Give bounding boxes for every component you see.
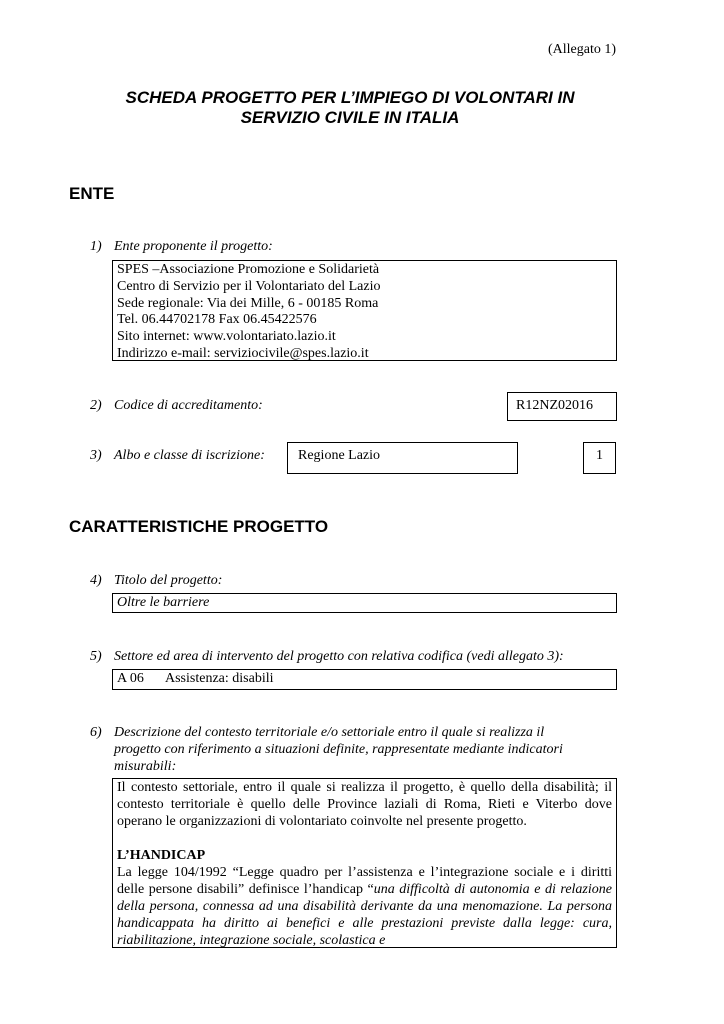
question-5-number: 5): [90, 649, 102, 664]
question-1-number: 1): [90, 239, 102, 254]
question-3-label: Albo e classe di iscrizione:: [114, 448, 265, 463]
question-6-label-line-2: progetto con riferimento a situazioni definite, rappresentate mediante indicatori: [114, 742, 563, 757]
question-6-label-line-1: Descrizione del contesto territoriale e/o settoriale entro il quale si realizza il: [114, 725, 545, 740]
ente-line-phone: Tel. 06.44702178 Fax 06.45422576: [117, 312, 317, 328]
question-6: [90, 724, 630, 775]
settore-code: A 06: [117, 671, 144, 686]
question-4-number: 4): [90, 573, 102, 588]
question-1: [90, 238, 610, 255]
albo-box: Regione Lazio: [287, 442, 518, 474]
document-title: [60, 88, 640, 128]
question-5-label: Settore ed area di intervento del progetto con relativa codifica (vedi allegato 3):: [114, 649, 564, 664]
ente-proponente-box: [112, 260, 617, 361]
paragraph-spacer: [117, 830, 612, 847]
question-2-label: Codice di accreditamento:: [114, 398, 263, 413]
question-2: [90, 397, 490, 414]
question-2-number: 2): [90, 398, 102, 413]
question-6-number: 6): [90, 725, 102, 740]
ente-line-email: Indirizzo e-mail: serviziocivile@spes.lazio.it: [117, 345, 369, 361]
question-4: [90, 572, 610, 589]
question-4-label: Titolo del progetto:: [114, 573, 223, 588]
ente-line-address: Sede regionale: Via dei Mille, 6 - 00185 Roma: [117, 295, 379, 311]
ente-line-csv: Centro di Servizio per il Volontariato del Lazio: [117, 278, 381, 294]
descrizione-paragraph-1: Il contesto settoriale, entro il quale si realizza il progetto, è quello della disabilità; il contesto territoriale è quello delle Province laziali di Roma, Rieti e Viterbo dove operano le organizzazioni di volontariato coinvolte nel presente progetto.: [117, 780, 612, 829]
question-3-number: 3): [90, 448, 102, 463]
descrizione-paragraph-2-quote: una difficoltà di autonomia e di relazione della persona, connessa ad una disabilità derivante da una menomazione. La persona handicappata ha diritto ai benefici e alle prestazioni previste dalla legge: cura, riabilitazione, integrazione sociale, scolastica e: [117, 882, 612, 948]
allegato-label: (Allegato 1): [548, 42, 617, 57]
question-1-label: Ente proponente il progetto:: [114, 239, 273, 254]
settore-area: Assistenza: disabili: [165, 671, 274, 686]
handicap-subheading: L’HANDICAP: [117, 848, 206, 863]
question-3: [90, 447, 285, 464]
ente-line-website: Sito internet: www.volontariato.lazio.it: [117, 329, 336, 345]
document-title-line-2: SERVIZIO CIVILE IN ITALIA: [240, 108, 460, 127]
settore-box: [112, 669, 617, 690]
titolo-progetto-box: Oltre le barriere: [112, 593, 617, 613]
classe-box: 1: [583, 442, 616, 474]
document-title-line-1: SCHEDA PROGETTO PER L’IMPIEGO DI VOLONTARI IN: [125, 88, 575, 107]
question-6-label-line-3: misurabili:: [114, 759, 177, 774]
descrizione-paragraph-2-text: La legge 104/1992 “Legge quadro per l’assistenza e l’integrazione sociale e i diritti delle persone disabili” definisce l’handicap “: [117, 865, 612, 897]
ente-line-name: SPES –Associazione Promozione e Solidarietà: [117, 262, 380, 277]
codice-accreditamento-box: R12NZ02016: [507, 392, 617, 421]
question-5: [90, 648, 650, 665]
descrizione-contesto-box: [112, 778, 617, 948]
section-heading-caratteristiche: CARATTERISTICHE PROGETTO: [69, 517, 329, 536]
section-heading-ente: ENTE: [69, 184, 115, 203]
descrizione-paragraph-2: [117, 864, 612, 948]
